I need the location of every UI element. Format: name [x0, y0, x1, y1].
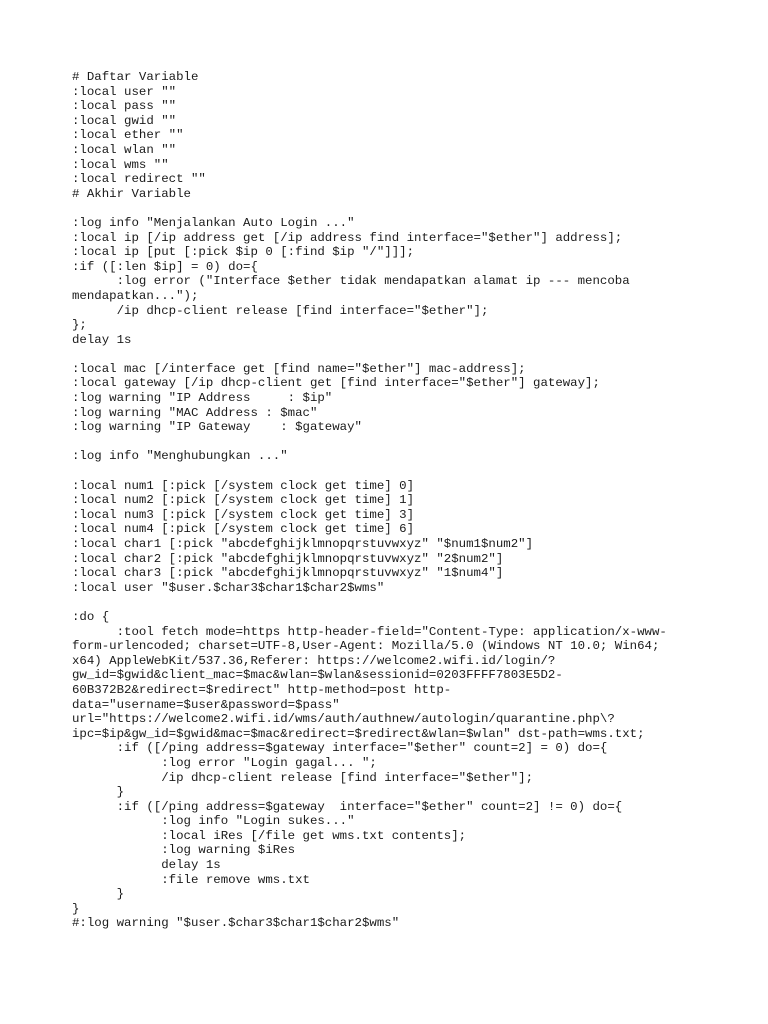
code-line: ipc=$ip&gw_id=$gwid&mac=$mac&redirect=$redirect&wlan=$wlan" dst-path=wms.txt;	[72, 726, 645, 741]
code-line: :local char3 [:pick "abcdefghijklmnopqrstuvwxyz" "1$num4"]	[72, 566, 504, 581]
code-line: :local num1 [:pick [/system clock get time] 0]	[72, 478, 415, 493]
code-line: data="username=$user&password=$pass"	[72, 697, 340, 712]
code-line: };	[72, 318, 87, 333]
code-line: :local num4 [:pick [/system clock get time] 6]	[72, 522, 415, 537]
code-line: :local iRes [/file get wms.txt contents];	[72, 828, 467, 843]
script-code-block	[72, 70, 712, 931]
code-line: delay 1s	[72, 332, 132, 347]
code-line: /ip dhcp-client release [find interface="$ether"];	[72, 770, 534, 785]
code-line: }	[72, 887, 125, 902]
code-line: :local gwid ""	[72, 113, 177, 128]
code-line: :local ether ""	[72, 128, 184, 143]
code-line	[72, 464, 712, 479]
code-line: }	[72, 901, 80, 916]
code-line: :local char1 [:pick "abcdefghijklmnopqrstuvwxyz" "$num1$num2"]	[72, 537, 534, 551]
code-line: #:log warning "$user.$char3$char1$char2$wms"	[72, 916, 400, 931]
code-line: # Akhir Variable	[72, 186, 191, 201]
code-line	[72, 435, 712, 450]
code-line: :log error ("Interface $ether tidak mendapatkan alamat ip --- mencoba	[72, 274, 630, 289]
code-line: /ip dhcp-client release [find interface="$ether"];	[72, 303, 489, 318]
code-line: :log error "Login gagal... ";	[72, 755, 377, 770]
code-line: :log info "Login sukes..."	[72, 814, 355, 829]
code-line: :local num2 [:pick [/system clock get time] 1]	[72, 493, 415, 508]
code-line: :local gateway [/ip dhcp-client get [find interface="$ether"] gateway];	[72, 376, 600, 391]
code-line	[72, 347, 712, 362]
code-line: 60B372B2&redirect=$redirect" http-method=post http-	[72, 682, 452, 697]
code-line: :if ([/ping address=$gateway interface="$ether" count=2] = 0) do={	[72, 741, 608, 756]
code-line: :local wlan ""	[72, 142, 177, 157]
code-line: :log info "Menghubungkan ..."	[72, 449, 288, 464]
code-line	[72, 201, 712, 216]
code-line: x64) AppleWebKit/537.36,Referer: https://welcome2.wifi.id/login/?	[72, 653, 556, 668]
code-line: url="https://welcome2.wifi.id/wms/auth/authnew/autologin/quarantine.php\?	[72, 712, 615, 727]
code-line: mendapatkan...");	[72, 288, 199, 303]
code-line: :local ip [/ip address get [/ip address find interface="$ether"] address];	[72, 230, 623, 245]
code-line: :local pass ""	[72, 99, 177, 114]
code-line: :local ip [put [:pick $ip 0 [:find $ip "/"]]];	[72, 245, 415, 260]
code-line: :log info "Menjalankan Auto Login ..."	[72, 215, 355, 230]
code-line: delay 1s	[72, 858, 221, 873]
code-line: :local user ""	[72, 84, 177, 99]
code-line: :local num3 [:pick [/system clock get time] 3]	[72, 507, 415, 522]
code-line: # Daftar Variable	[72, 70, 199, 84]
code-line	[72, 595, 712, 610]
code-line: :if ([/ping address=$gateway interface="$ether" count=2] != 0) do={	[72, 799, 623, 814]
code-line: :do {	[72, 609, 110, 624]
code-line: :file remove wms.txt	[72, 872, 310, 887]
code-line: :if ([:len $ip] = 0) do={	[72, 259, 258, 274]
code-line: :local mac [/interface get [find name="$ether"] mac-address];	[72, 361, 526, 376]
code-line: :tool fetch mode=https http-header-field="Content-Type: application/x-www-	[72, 624, 667, 639]
code-line: :log warning $iRes	[72, 843, 296, 858]
code-line: gw_id=$gwid&client_mac=$mac&wlan=$wlan&sessionid=0203FFFF7803E5D2-	[72, 668, 563, 683]
code-line: :local char2 [:pick "abcdefghijklmnopqrstuvwxyz" "2$num2"]	[72, 551, 504, 566]
code-line: :log warning "MAC Address : $mac"	[72, 405, 318, 420]
code-line: }	[72, 785, 125, 800]
code-line: :local user "$user.$char3$char1$char2$wms"	[72, 580, 385, 595]
code-line: :log warning "IP Gateway : $gateway"	[72, 420, 362, 435]
code-line: :local redirect ""	[72, 172, 206, 187]
code-line: form-urlencoded; charset=UTF-8,User-Agent: Mozilla/5.0 (Windows NT 10.0; Win64;	[72, 639, 660, 654]
code-line: :log warning "IP Address : $ip"	[72, 391, 333, 406]
code-line: :local wms ""	[72, 157, 169, 172]
